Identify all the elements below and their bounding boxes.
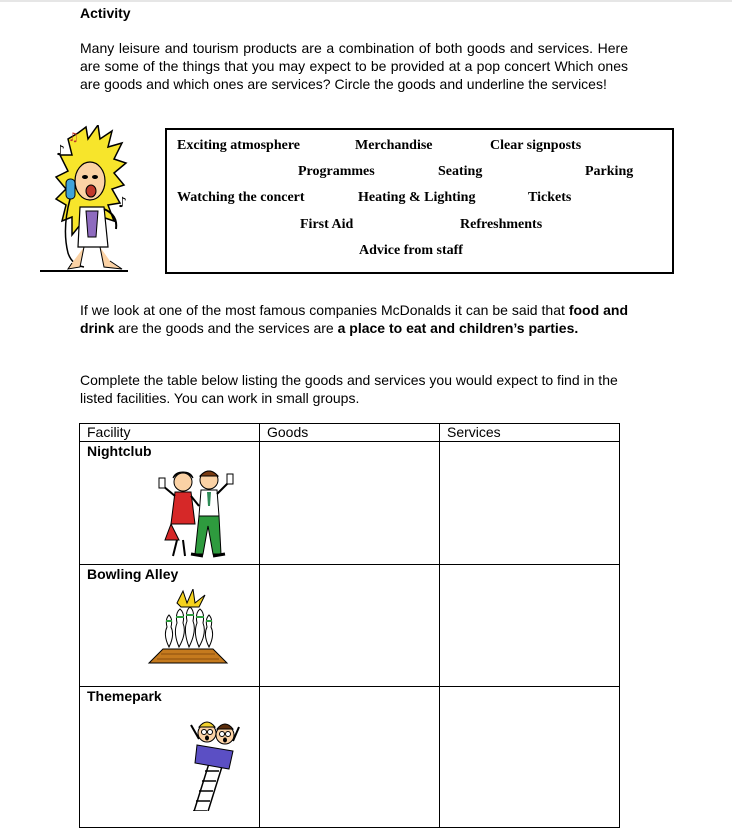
dancing-couple-illustration [87,466,257,562]
facility-label-nightclub: Nightclub [87,443,152,459]
page-top-border [0,0,732,2]
services-cell[interactable] [440,442,620,565]
facility-cell [80,442,260,565]
facility-label-bowling-alley: Bowling Alley [87,566,179,582]
rollercoaster-illustration [87,711,257,811]
services-cell[interactable] [440,565,620,687]
word-item[interactable]: Parking [585,164,634,179]
word-item[interactable]: Watching the concert [177,190,305,205]
word-item[interactable]: Advice from staff [359,243,463,258]
facility-cell [80,565,260,687]
mcdonalds-text: are the goods and the services are [114,320,338,336]
word-item[interactable]: Merchandise [355,138,433,153]
mcdonalds-goods: food and drink [80,302,628,336]
svg-text:♫: ♫ [68,130,79,144]
word-item[interactable]: Tickets [528,190,572,205]
word-item[interactable]: Heating & Lighting [358,190,476,205]
mcdonalds-paragraph [80,301,628,337]
table-row [80,687,620,828]
table-header-row [80,424,620,442]
table-instruction: Complete the table below listing the goods and services you would expect to find in the listed facilities. You can work in small groups. [80,372,618,406]
word-item[interactable]: Programmes [298,164,375,179]
header-goods: Goods [260,424,440,442]
table-row [80,442,620,565]
goods-cell[interactable] [260,565,440,687]
svg-text:♪: ♪ [56,143,65,159]
table-row [80,565,620,687]
word-item[interactable]: Refreshments [460,217,543,232]
pop-singer-illustration [38,125,134,273]
facility-cell [80,687,260,828]
bowling-pins-illustration [87,589,257,665]
word-item[interactable]: Clear signposts [490,138,582,153]
mcdonalds-services: a place to eat and children’s parties. [337,320,579,336]
word-item[interactable]: First Aid [300,217,354,232]
header-facility: Facility [80,424,260,442]
mcdonalds-text: If we look at one of the most famous companies McDonalds it can be said that [80,302,569,318]
goods-cell[interactable] [260,687,440,828]
activity-heading: Activity [80,5,131,21]
activity-intro: Many leisure and tourism products are a combination of both goods and services. Here are some of the things that you may expect to be provided at a pop concert Which ones are goods and which ones are services? Circle the goods and underline the services! [80,40,628,92]
facilities-table [79,423,620,828]
word-item[interactable]: Seating [438,164,483,179]
facility-label-themepark: Themepark [87,688,162,704]
svg-text:♪: ♪ [118,195,127,211]
header-services: Services [440,424,620,442]
pop-concert-word-box [165,128,674,274]
services-cell[interactable] [440,687,620,828]
word-item[interactable]: Exciting atmosphere [177,138,301,153]
goods-cell[interactable] [260,442,440,565]
